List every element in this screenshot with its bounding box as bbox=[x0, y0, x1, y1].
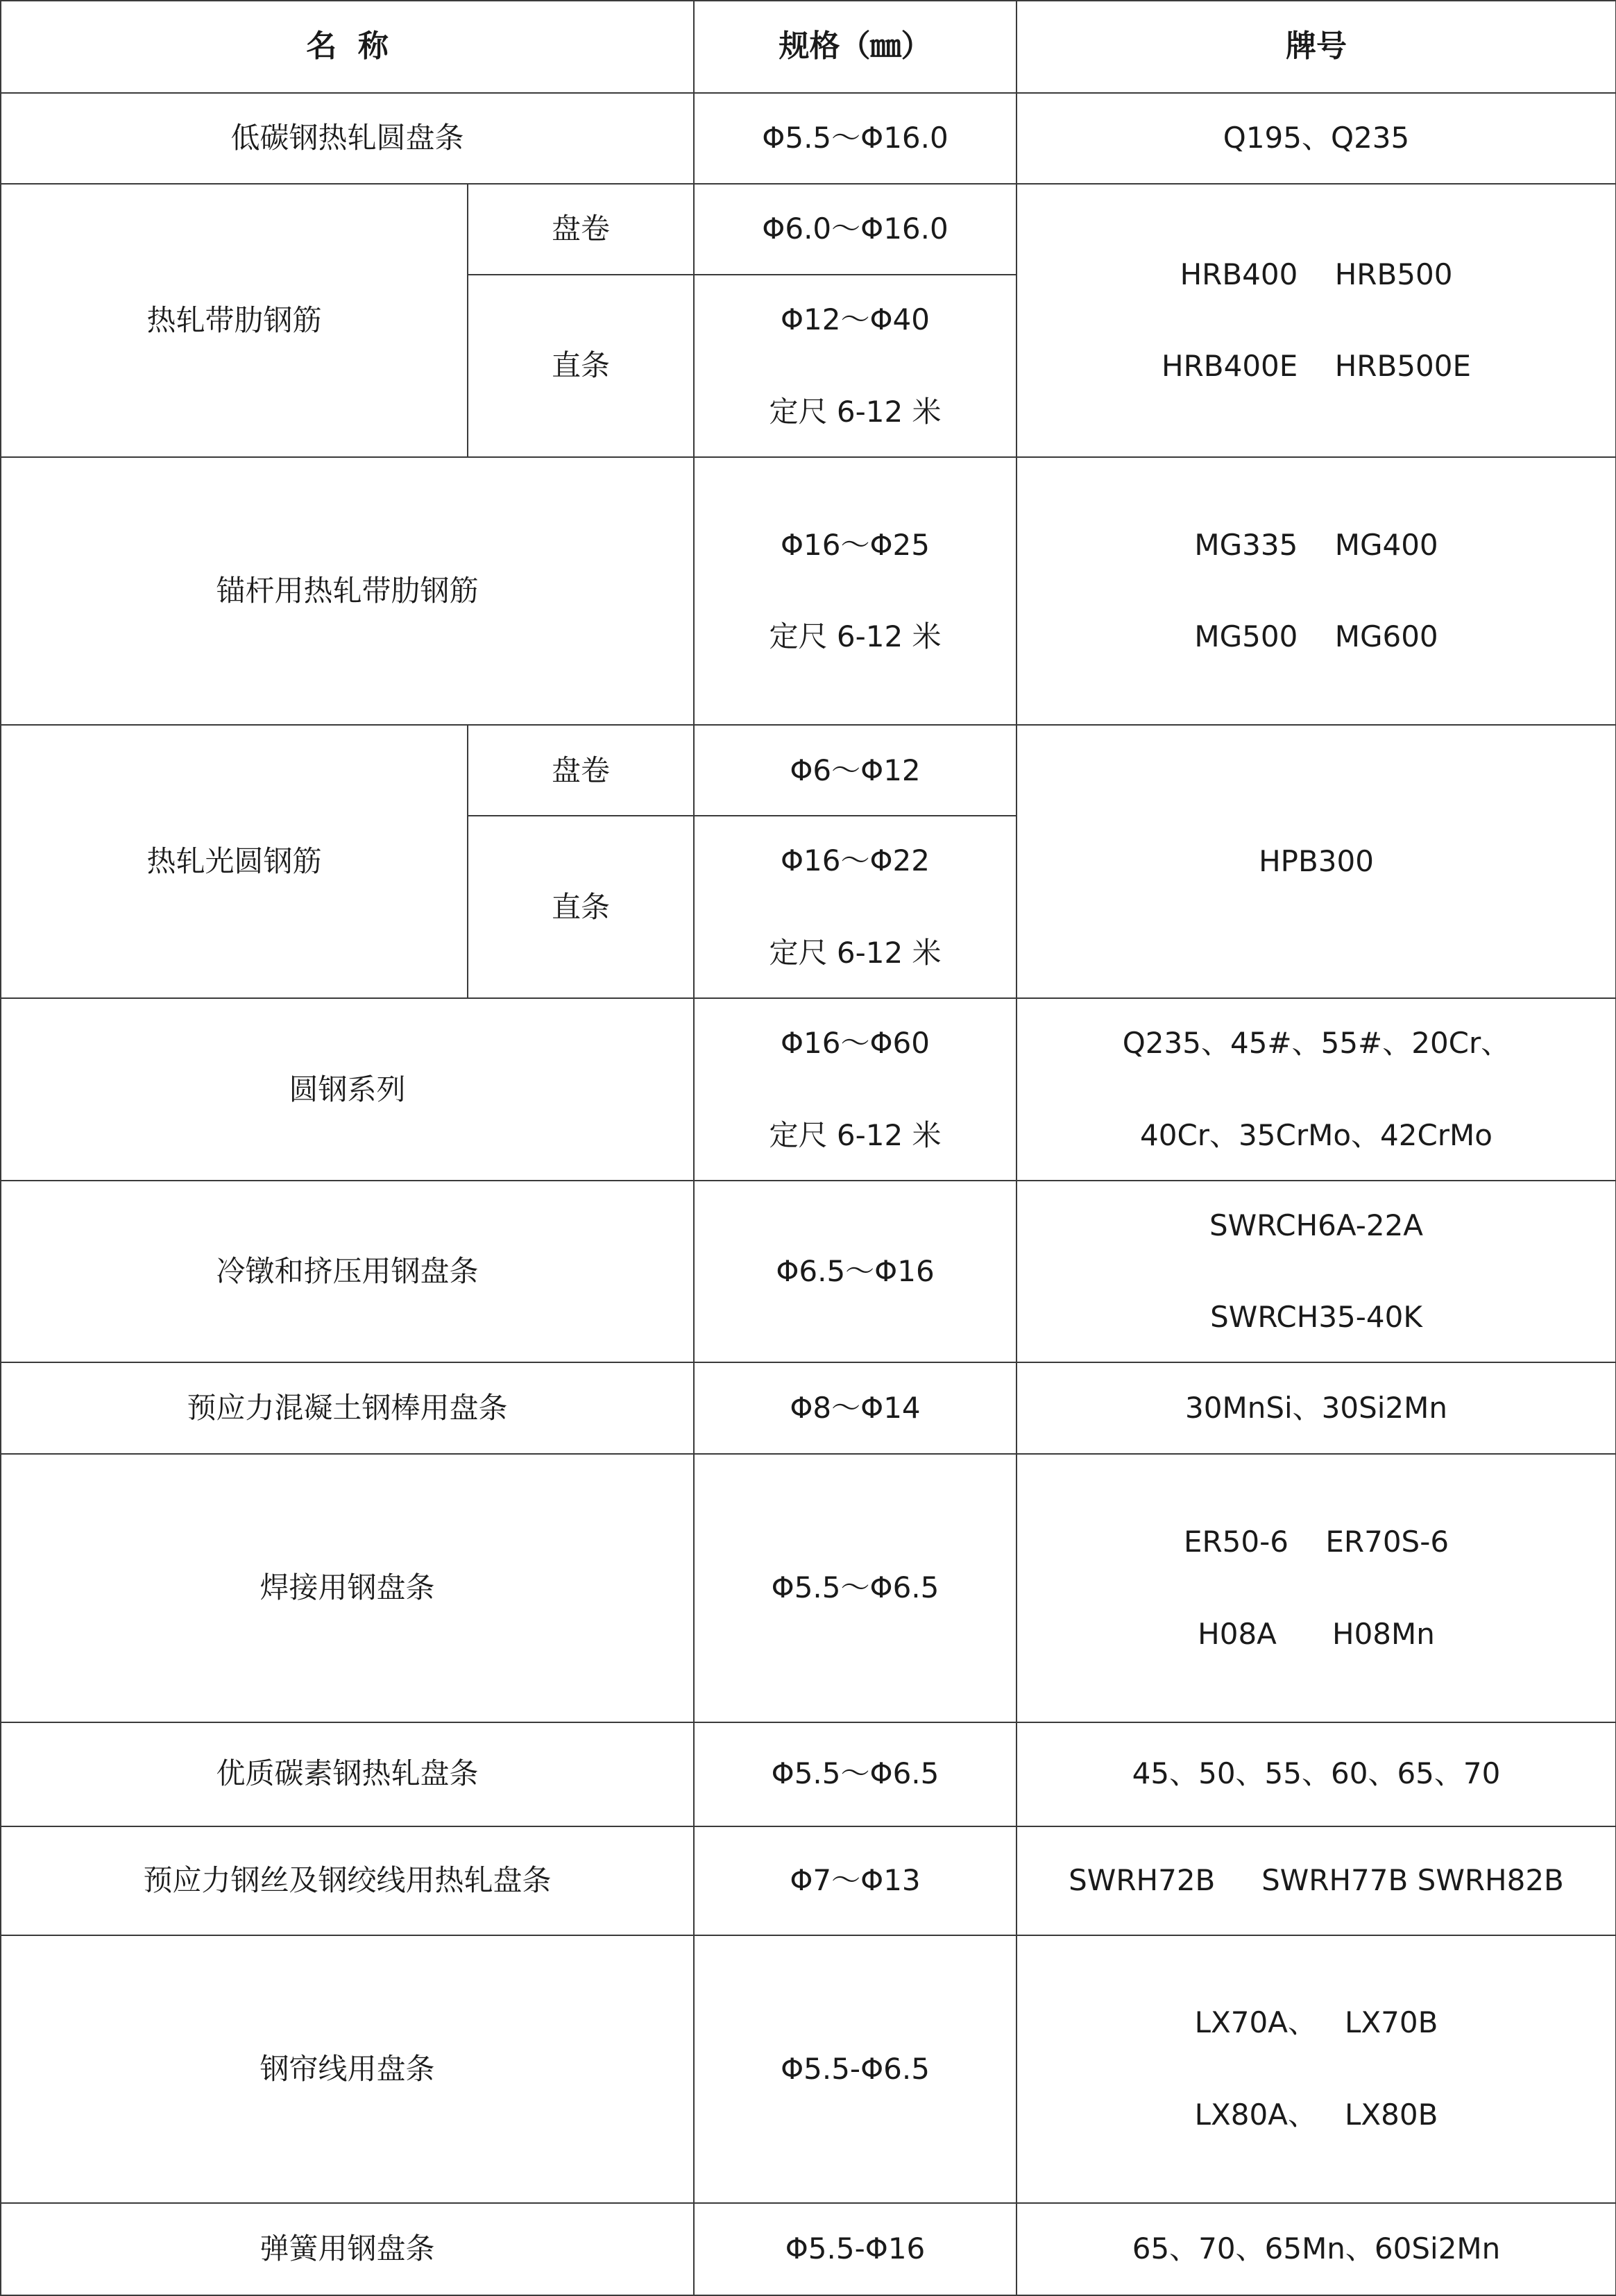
row-name: 圆钢系列 bbox=[1, 998, 694, 1181]
grade-line: HRB400E HRB500E bbox=[1162, 349, 1471, 383]
row-name: 冷镦和挤压用钢盘条 bbox=[1, 1181, 694, 1362]
spec-line: 定尺 6-12 米 bbox=[769, 619, 942, 654]
row-spec: Φ6.5～Φ16 bbox=[694, 1181, 1017, 1362]
row-name: 优质碳素钢热轧盘条 bbox=[1, 1722, 694, 1826]
header-row bbox=[1, 1, 1616, 93]
table-row bbox=[1, 2203, 1616, 2295]
grade-line: Q235、45#、55#、20Cr、 bbox=[1122, 1026, 1511, 1061]
spec-line: Φ12～Φ40 bbox=[781, 302, 930, 337]
row-spec: Φ8～Φ14 bbox=[694, 1362, 1017, 1454]
header-grade: 牌号 bbox=[1017, 1, 1616, 93]
spec-line: Φ16～Φ60 bbox=[781, 1026, 930, 1061]
grade-line: ER50-6 ER70S-6 bbox=[1183, 1525, 1449, 1559]
table-row bbox=[1, 93, 1616, 184]
grade-line: H08A H08Mn bbox=[1198, 1616, 1435, 1651]
row-grade bbox=[1017, 1454, 1616, 1722]
row-spec: Φ7～Φ13 bbox=[694, 1826, 1017, 1935]
row-name: 热轧带肋钢筋 bbox=[1, 184, 468, 457]
row-grade bbox=[1017, 184, 1616, 457]
row-subtype: 直条 bbox=[468, 816, 694, 998]
row-grade bbox=[1017, 998, 1616, 1181]
table-row bbox=[1, 184, 1616, 275]
row-grade: 30MnSi、30Si2Mn bbox=[1017, 1362, 1616, 1454]
row-subtype: 直条 bbox=[468, 275, 694, 457]
table-row bbox=[1, 1826, 1616, 1935]
row-grade: SWRH72B SWRH77B SWRH82B bbox=[1017, 1826, 1616, 1935]
row-grade: 45、50、55、60、65、70 bbox=[1017, 1722, 1616, 1826]
row-name: 低碳钢热轧圆盘条 bbox=[1, 93, 694, 184]
row-spec: Φ5.5～Φ6.5 bbox=[694, 1454, 1017, 1722]
row-spec: Φ5.5-Φ16 bbox=[694, 2203, 1017, 2295]
grade-line: HRB400 HRB500 bbox=[1180, 257, 1453, 291]
row-spec bbox=[694, 816, 1017, 998]
table-row bbox=[1, 1935, 1616, 2203]
row-grade: Q195、Q235 bbox=[1017, 93, 1616, 184]
table-row bbox=[1, 1454, 1616, 1722]
row-spec bbox=[694, 998, 1017, 1181]
spec-line: 定尺 6-12 米 bbox=[769, 935, 942, 970]
row-spec: Φ5.5～Φ6.5 bbox=[694, 1722, 1017, 1826]
spec-line: 定尺 6-12 米 bbox=[769, 1117, 942, 1152]
row-spec: Φ5.5-Φ6.5 bbox=[694, 1935, 1017, 2203]
row-spec: Φ6.0～Φ16.0 bbox=[694, 184, 1017, 275]
row-spec: Φ6～Φ12 bbox=[694, 725, 1017, 816]
table-row bbox=[1, 998, 1616, 1181]
grade-line: LX70A、 LX70B bbox=[1194, 2005, 1438, 2040]
header-spec: 规格（㎜） bbox=[694, 1, 1017, 93]
table-row bbox=[1, 1722, 1616, 1826]
table-row bbox=[1, 725, 1616, 816]
row-name: 热轧光圆钢筋 bbox=[1, 725, 468, 998]
grade-line: LX80A、 LX80B bbox=[1194, 2097, 1438, 2132]
row-grade bbox=[1017, 1935, 1616, 2203]
spec-line: 定尺 6-12 米 bbox=[769, 394, 942, 429]
spec-line: Φ16～Φ22 bbox=[781, 843, 930, 878]
spec-line: Φ16～Φ25 bbox=[781, 527, 930, 562]
row-subtype: 盘卷 bbox=[468, 725, 694, 816]
row-name: 钢帘线用盘条 bbox=[1, 1935, 694, 2203]
row-name: 锚杆用热轧带肋钢筋 bbox=[1, 457, 694, 725]
row-grade: HPB300 bbox=[1017, 725, 1616, 998]
row-name: 预应力钢丝及钢绞线用热轧盘条 bbox=[1, 1826, 694, 1935]
table-row bbox=[1, 1181, 1616, 1362]
row-name: 弹簧用钢盘条 bbox=[1, 2203, 694, 2295]
grade-line: SWRCH35-40K bbox=[1210, 1300, 1422, 1335]
grade-line: SWRCH6A-22A bbox=[1209, 1208, 1424, 1242]
row-grade: 65、70、65Mn、60Si2Mn bbox=[1017, 2203, 1616, 2295]
row-spec bbox=[694, 457, 1017, 725]
grade-line: MG335 MG400 bbox=[1194, 527, 1438, 562]
table-row bbox=[1, 457, 1616, 725]
grade-line: MG500 MG600 bbox=[1194, 619, 1438, 654]
row-spec bbox=[694, 275, 1017, 457]
row-grade bbox=[1017, 1181, 1616, 1362]
header-name: 名 称 bbox=[1, 1, 694, 93]
row-spec: Φ5.5～Φ16.0 bbox=[694, 93, 1017, 184]
row-name: 焊接用钢盘条 bbox=[1, 1454, 694, 1722]
grade-line: 40Cr、35CrMo、42CrMo bbox=[1140, 1117, 1492, 1152]
row-name: 预应力混凝土钢棒用盘条 bbox=[1, 1362, 694, 1454]
row-grade bbox=[1017, 457, 1616, 725]
table-row bbox=[1, 1362, 1616, 1454]
row-subtype: 盘卷 bbox=[468, 184, 694, 275]
